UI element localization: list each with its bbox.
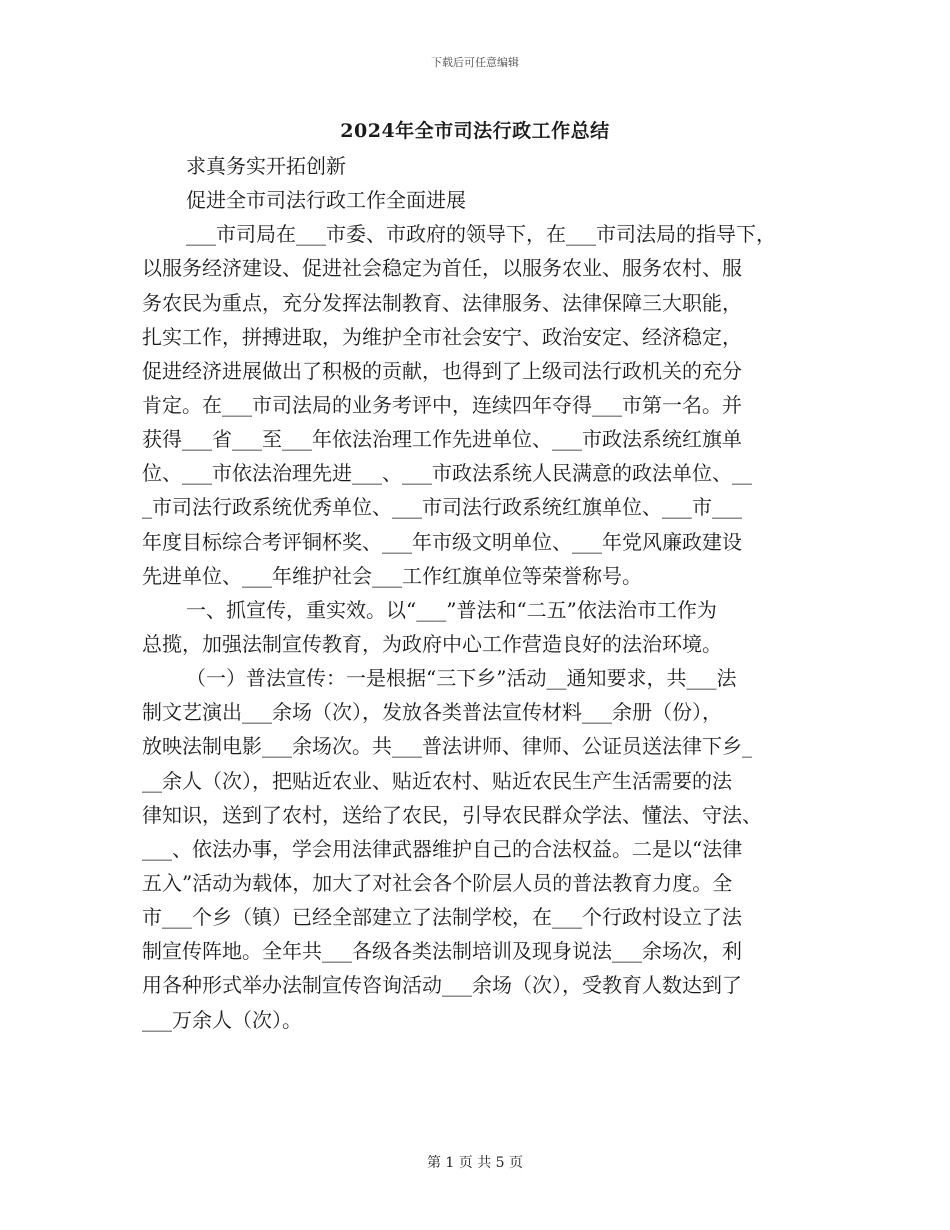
text-line: 制宣传阵地。全年共___各级各类法制培训及现身说法___余场次，利 [142,939,742,964]
text-line: ___市司局在___市委、市政府的领导下，在___市司法局的指导下， [186,222,776,247]
text-line: 总揽，加强法制宣传教育，为政府中心工作营造良好的法治环境。 [142,631,722,656]
text-line: 获得___省___至___年依法治理工作先进单位、___市政法系统红旗单 [142,427,742,452]
text-line: 一、抓宣传，重实效。以“___”普法和“二五”依法治市工作为 [186,597,717,622]
text-line: 以服务经济建设、促进社会稳定为首任，以服务农业、服务农村、服 [142,256,742,281]
text-line: 肯定。在___市司法局的业务考评中，连续四年夺得___市第一名。并 [142,392,742,417]
text-line: 促进全市司法行政工作全面进展 [186,188,466,213]
text-line: 市___个乡（镇）已经全部建立了法制学校，在___个行政村设立了法 [142,905,742,930]
text-line: ___、依法办事，学会用法律武器维护自己的合法权益。二是以“法律 [142,836,743,861]
text-line: 扎实工作，拼搏进取，为维护全市社会安宁、政治安定、经济稳定， [142,324,742,349]
text-line: 用各种形式举办法制宣传咨询活动___余场（次），受教育人数达到了 [142,973,742,998]
text-line: _市司法行政系统优秀单位、___市司法行政系统红旗单位、___市___ [142,495,742,520]
text-line: （一）普法宣传：一是根据“三下乡”活动__通知要求，共___法 [186,666,737,691]
text-line: ___万余人（次）。 [142,1007,302,1032]
document-title: 2024年全市司法行政工作总结 [340,120,610,142]
text-line: 律知识，送到了农村，送给了农民，引导农民群众学法、懂法、守法、 [142,802,762,827]
text-line: 制文艺演出___余场（次），发放各类普法宣传材料___余册（份）， [142,700,722,725]
page-number-footer: 第 1 页 共 5 页 [426,1155,524,1171]
text-line: 求真务实开拓创新 [186,154,346,178]
text-line: 务农民为重点，充分发挥法制教育、法律服务、法律保障三大职能， [142,290,742,315]
text-line: 五入”活动为载体，加大了对社会各个阶层人员的普法教育力度。全 [142,870,733,895]
text-line: 放映法制电影___余场次。共___普法讲师、律师、公证员送法律下乡_ [142,734,752,759]
document-body [142,149,822,1037]
text-line: 年度目标综合考评铜杯奖、___年市级文明单位、___年党风廉政建设 [142,529,742,554]
text-line: 先进单位、___年维护社会___工作红旗单位等荣誉称号。 [142,563,642,588]
text-line: 位、___市依法治理先进___、___市政法系统人民满意的政法单位、__ [142,461,752,486]
text-line: 促进经济进展做出了积极的贡献，也得到了上级司法行政机关的充分 [142,358,742,383]
text-line: __余人（次），把贴近农业、贴近农村、贴近农民生产生活需要的法 [142,768,732,793]
header-note: 下载后可任意编辑 [431,56,519,69]
